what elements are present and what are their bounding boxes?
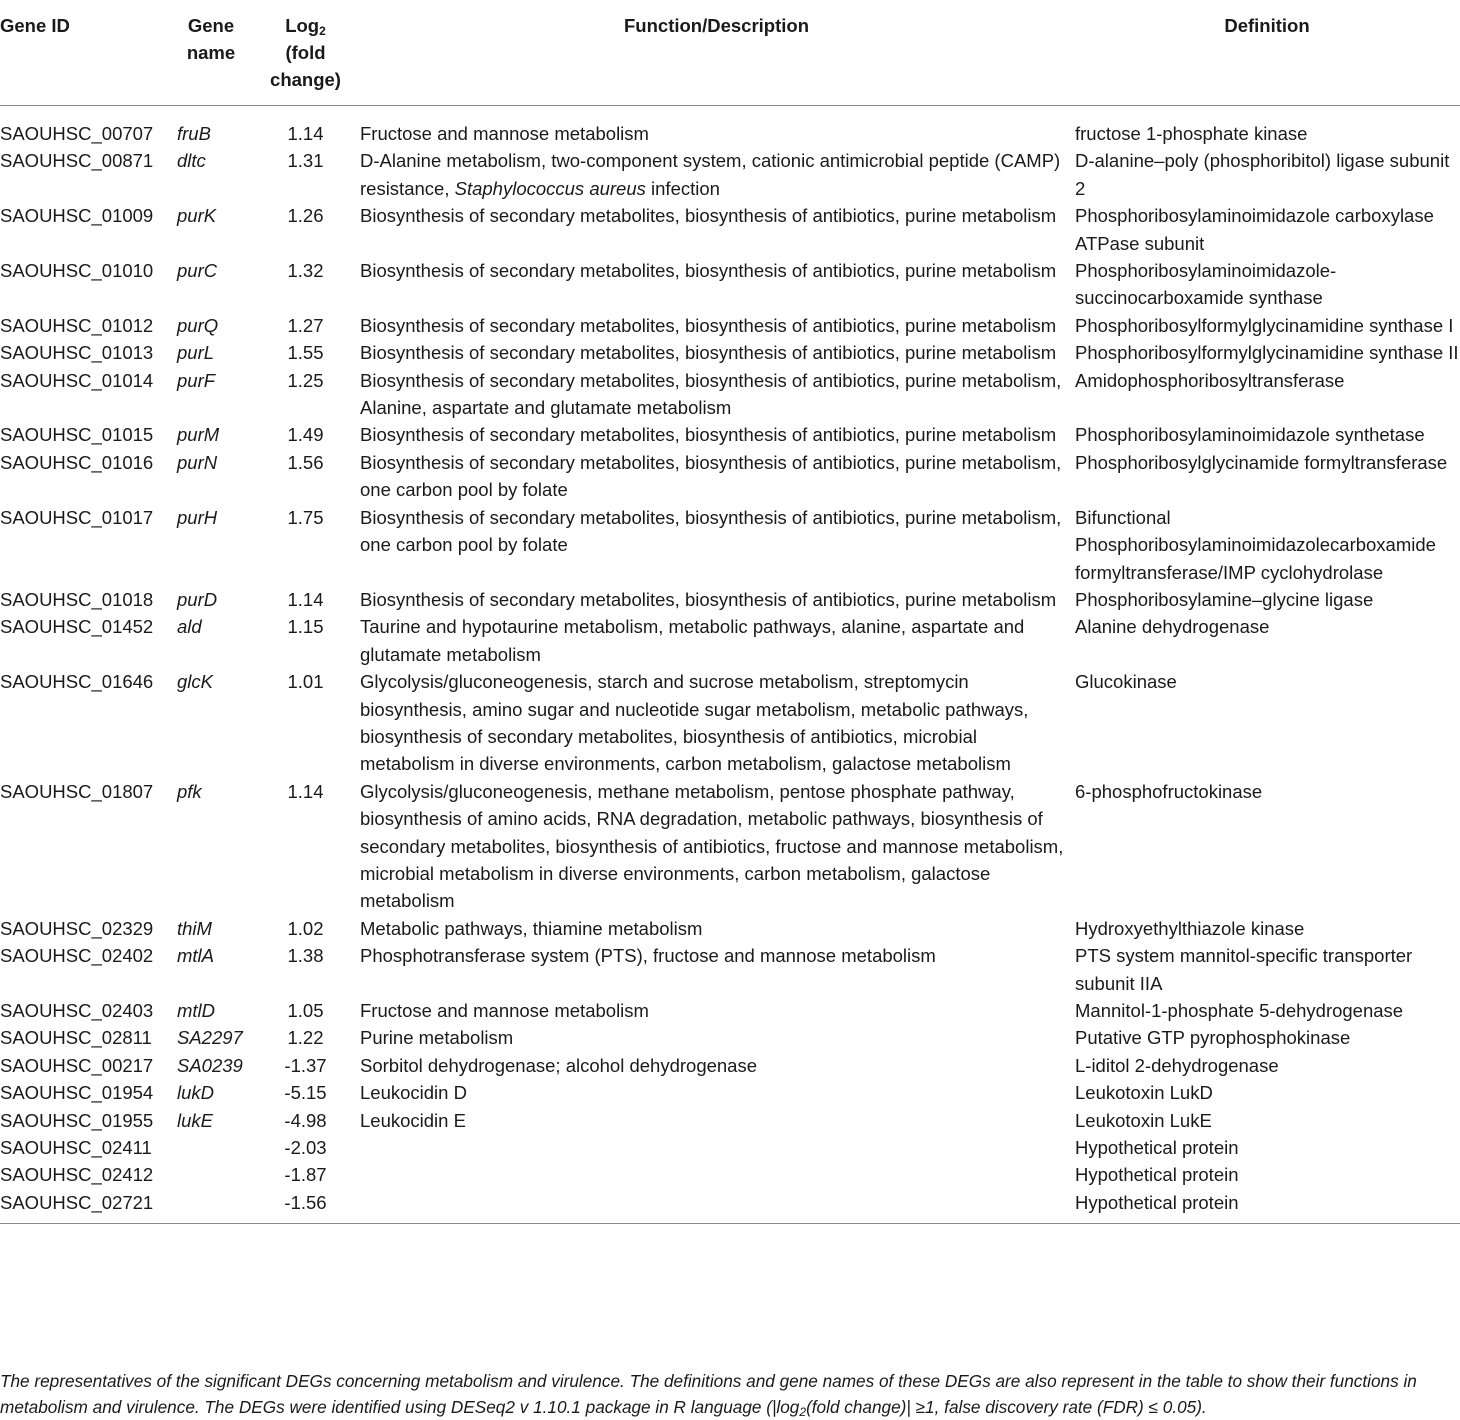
table-row: [0, 367, 1460, 422]
definition-cell: Hypothetical protein: [1075, 1137, 1239, 1159]
log2-fold-change-cell: 1.26: [287, 205, 324, 227]
gene-id-cell: SAOUHSC_00217: [0, 1054, 154, 1076]
table-row: [0, 1107, 1460, 1134]
gene-id-cell: SAOUHSC_01014: [0, 369, 154, 391]
function-cell: [359, 1134, 1074, 1161]
function-cell: Biosynthesis of secondary metabolites, biosynthesis of antibiotics, purine metabolism: [360, 205, 1057, 227]
gene-id-cell: SAOUHSC_01009: [0, 205, 154, 227]
gene-name-cell: SA0239: [177, 1054, 243, 1076]
function-cell: Glycolysis/gluconeogenesis, methane metabolism, pentose phosphate pathway, biosynthesis of amino acids, RNA degradation, metabolic pathways, biosynthesis of secondary metabolites, biosynthesis of antibiotics, fructose and mannose metabolism, microbial metabolism in diverse environments, carbon metabolism, galactose metabolism: [360, 780, 1064, 912]
definition-cell: Glucokinase: [1075, 671, 1177, 693]
table-row: [0, 339, 1460, 366]
definition-cell: L-iditol 2-dehydrogenase: [1075, 1054, 1279, 1076]
function-cell: Purine metabolism: [360, 1027, 514, 1049]
gene-id-cell: SAOUHSC_01010: [0, 260, 154, 282]
function-cell: D-Alanine metabolism, two-component system, cationic antimicrobial peptide (CAMP) resistance, Staphylococcus aureus infection: [360, 150, 1061, 199]
function-cell: Biosynthesis of secondary metabolites, biosynthesis of antibiotics, purine metabolism: [360, 424, 1057, 446]
gene-name-cell: [170, 1161, 252, 1188]
header-log2-fold-change: Log$_2$ (fold change): [252, 0, 359, 106]
log2-fold-change-cell: 1.55: [287, 342, 324, 364]
log2-fold-change-cell: 1.31: [287, 150, 324, 172]
gene-id-cell: SAOUHSC_02411: [0, 1137, 152, 1159]
gene-id-cell: SAOUHSC_02721: [0, 1189, 170, 1224]
definition-cell: D-alanine–poly (phosphoribitol) ligase subunit 2: [1075, 150, 1450, 199]
definition-cell: Alanine dehydrogenase: [1075, 616, 1270, 638]
gene-id-cell: SAOUHSC_02412: [0, 1164, 154, 1186]
log2-fold-change-cell: 1.32: [287, 260, 324, 282]
table-row: [0, 449, 1460, 504]
definition-cell: Hypothetical protein: [1074, 1189, 1460, 1224]
definition-cell: Phosphoribosylaminoimidazole carboxylase ATPase subunit: [1075, 205, 1434, 254]
table-row: [0, 915, 1460, 942]
gene-name-cell: purK: [177, 205, 217, 227]
definition-cell: Amidophosphoribosyltransferase: [1075, 369, 1345, 391]
log2-fold-change-cell: -1.37: [284, 1054, 327, 1076]
table-row: [0, 1024, 1460, 1051]
table-row: [0, 942, 1460, 997]
log2-fold-change-cell: 1.25: [287, 369, 324, 391]
definition-cell: Phosphoribosylformylglycinamidine synthase II: [1075, 342, 1459, 364]
gene-name-cell: lukE: [177, 1109, 213, 1131]
gene-name-cell: purH: [177, 506, 218, 528]
definition-cell: Leukotoxin LukD: [1075, 1082, 1213, 1104]
function-cell: Biosynthesis of secondary metabolites, biosynthesis of antibiotics, purine metabolism: [360, 342, 1057, 364]
function-cell: [359, 1161, 1074, 1188]
log2-fold-change-cell: 1.15: [287, 616, 324, 638]
definition-cell: Phosphoribosylglycinamide formyltransferase: [1075, 451, 1448, 473]
definition-cell: Bifunctional Phosphoribosylaminoimidazolecarboxamide formyltransferase/IMP cyclohydrolase: [1075, 506, 1436, 583]
function-cell: Biosynthesis of secondary metabolites, biosynthesis of antibiotics, purine metabolism: [360, 314, 1057, 336]
function-cell: Biosynthesis of secondary metabolites, biosynthesis of antibiotics, purine metabolism, Alanine, aspartate and glutamate metabolism: [360, 369, 1062, 419]
log2-fold-change-cell: 1.02: [287, 917, 324, 939]
table-row: [0, 997, 1460, 1024]
gene-name-cell: thiM: [177, 917, 212, 939]
gene-name-cell: pfk: [177, 780, 202, 802]
table-row: [0, 106, 1460, 148]
log2-fold-change-cell: 1.49: [287, 424, 324, 446]
function-cell: Fructose and mannose metabolism: [360, 123, 649, 144]
log2-fold-change-cell: 1.75: [287, 506, 324, 528]
gene-name-cell: lukD: [177, 1082, 215, 1104]
gene-name-cell: purC: [177, 260, 218, 282]
function-cell: Biosynthesis of secondary metabolites, biosynthesis of antibiotics, purine metabolism, one carbon pool by folate: [360, 451, 1062, 501]
gene-name-cell: purF: [177, 369, 216, 391]
log2-fold-change-cell: 1.27: [287, 314, 324, 336]
log2-fold-change-cell: -2.03: [284, 1137, 327, 1159]
table-footnote: The representatives of the significant DEGs concerning metabolism and virulence. The definitions and gene names of these DEGs are also represent in the table to show their functions in metabolism and virulence. The DEGs were identified using DESeq2 v 1.10.1 package in R language ($|\log_2(fold$ change)| ≥1, false discovery rate (FDR) ≤ 0.05).: [0, 1371, 1417, 1419]
definition-cell: fructose 1-phosphate kinase: [1075, 123, 1308, 144]
log2-fold-change-cell: -5.15: [284, 1082, 327, 1104]
log2-fold-change-cell: 1.01: [287, 671, 324, 693]
table-row: [0, 613, 1460, 668]
table-row: [0, 778, 1460, 915]
function-cell: Leukocidin D: [360, 1082, 467, 1104]
gene-id-cell: SAOUHSC_02811: [0, 1027, 152, 1049]
gene-id-cell: SAOUHSC_01646: [0, 671, 154, 693]
gene-id-cell: SAOUHSC_01452: [0, 616, 154, 638]
table-row: [0, 668, 1460, 778]
table-body: [0, 106, 1460, 1224]
table-row: [0, 1079, 1460, 1106]
log2-fold-change-cell: -1.87: [284, 1164, 327, 1186]
gene-name-cell: ald: [177, 616, 202, 638]
header-gene-id: Gene ID: [0, 0, 170, 106]
definition-cell: Phosphoribosylaminoimidazole-succinocarboxamide synthase: [1075, 260, 1337, 309]
definition-cell: Phosphoribosylamine–glycine ligase: [1075, 588, 1374, 610]
definition-cell: Putative GTP pyrophosphokinase: [1075, 1027, 1351, 1049]
definition-cell: Mannitol-1-phosphate 5-dehydrogenase: [1075, 1000, 1404, 1021]
table-row: [0, 1134, 1460, 1161]
table-row: [0, 586, 1460, 613]
definition-cell: 6-phosphofructokinase: [1075, 780, 1263, 802]
gene-id-cell: SAOUHSC_01807: [0, 780, 154, 802]
function-cell: Taurine and hypotaurine metabolism, metabolic pathways, alanine, aspartate and glutamate metabolism: [360, 616, 1025, 665]
gene-name-cell: purM: [177, 424, 220, 446]
header-definition: Definition: [1074, 0, 1460, 106]
table-row: [0, 1161, 1460, 1188]
function-cell: [359, 1189, 1074, 1224]
definition-cell: Hydroxyethylthiazole kinase: [1075, 917, 1305, 939]
function-cell: Biosynthesis of secondary metabolites, biosynthesis of antibiotics, purine metabolism: [360, 588, 1057, 610]
table-row: [0, 1189, 1460, 1224]
definition-cell: Phosphoribosylaminoimidazole synthetase: [1075, 424, 1425, 446]
gene-id-cell: SAOUHSC_02403: [0, 1000, 154, 1021]
gene-id-cell: SAOUHSC_01954: [0, 1082, 154, 1104]
log2-fold-change-cell: -1.56: [252, 1189, 359, 1224]
gene-name-cell: purN: [177, 451, 218, 473]
log2-fold-change-cell: 1.14: [287, 123, 324, 144]
gene-id-cell: SAOUHSC_01013: [0, 342, 154, 364]
header-function: Function/Description: [359, 0, 1074, 106]
gene-id-cell: SAOUHSC_01955: [0, 1109, 154, 1131]
gene-id-cell: SAOUHSC_01017: [0, 506, 154, 528]
log2-fold-change-cell: 1.05: [287, 1000, 324, 1021]
table-row: [0, 147, 1460, 202]
function-cell: Biosynthesis of secondary metabolites, biosynthesis of antibiotics, purine metabolism: [360, 260, 1057, 282]
table-row: [0, 257, 1460, 312]
gene-id-cell: SAOUHSC_01018: [0, 588, 154, 610]
gene-name-cell: mtlA: [177, 945, 214, 967]
gene-name-cell: [170, 1189, 252, 1224]
gene-id-cell: SAOUHSC_00707: [0, 123, 154, 144]
gene-name-cell: mtlD: [177, 1000, 216, 1021]
gene-id-cell: SAOUHSC_01015: [0, 424, 154, 446]
function-cell: Biosynthesis of secondary metabolites, biosynthesis of antibiotics, purine metabolism, one carbon pool by folate: [360, 506, 1062, 556]
gene-id-cell: SAOUHSC_02329: [0, 917, 154, 939]
definition-cell: Phosphoribosylformylglycinamidine synthase I: [1075, 314, 1454, 336]
function-cell: Phosphotransferase system (PTS), fructose and mannose metabolism: [360, 945, 936, 967]
log2-fold-change-cell: 1.14: [287, 780, 324, 802]
gene-name-cell: fruB: [177, 123, 211, 144]
gene-id-cell: SAOUHSC_01012: [0, 314, 154, 336]
log2-fold-change-cell: 1.56: [287, 451, 324, 473]
log2-fold-change-cell: 1.38: [287, 945, 324, 967]
gene-id-cell: SAOUHSC_02402: [0, 945, 154, 967]
header-gene-name: Gene name: [170, 0, 252, 106]
function-cell: Metabolic pathways, thiamine metabolism: [360, 917, 703, 939]
table-row: [0, 421, 1460, 448]
gene-name-cell: dltc: [177, 150, 206, 172]
gene-id-cell: SAOUHSC_00871: [0, 150, 154, 172]
function-cell: Leukocidin E: [360, 1109, 466, 1131]
gene-name-cell: purL: [177, 342, 215, 364]
log2-fold-change-cell: 1.22: [287, 1027, 324, 1049]
table-header-row: [0, 0, 1460, 106]
table-row: [0, 312, 1460, 339]
table-row: [0, 504, 1460, 586]
gene-name-cell: purQ: [177, 314, 219, 336]
table-row: [0, 1052, 1460, 1079]
definition-cell: Hypothetical protein: [1075, 1164, 1239, 1186]
log2-fold-change-cell: -4.98: [284, 1109, 327, 1131]
gene-name-cell: [170, 1134, 252, 1161]
function-cell: Fructose and mannose metabolism: [360, 1000, 649, 1021]
definition-cell: Leukotoxin LukE: [1075, 1109, 1212, 1131]
log2-fold-change-cell: 1.14: [287, 588, 324, 610]
gene-name-cell: glcK: [177, 671, 213, 693]
gene-name-cell: SA2297: [177, 1027, 243, 1049]
function-cell: Sorbitol dehydrogenase; alcohol dehydrogenase: [360, 1054, 758, 1076]
function-cell: Glycolysis/gluconeogenesis, starch and sucrose metabolism, streptomycin biosynthesis, amino sugar and nucleotide sugar metabolism, metabolic pathways, biosynthesis of secondary metabolites, biosynthesis of antibiotics, microbial metabolism in diverse environments, carbon metabolism, galactose metabolism: [360, 671, 1029, 775]
gene-name-cell: purD: [177, 588, 218, 610]
gene-id-cell: SAOUHSC_01016: [0, 451, 154, 473]
definition-cell: PTS system mannitol-specific transporter subunit IIA: [1075, 945, 1413, 994]
table-row: [0, 202, 1460, 257]
